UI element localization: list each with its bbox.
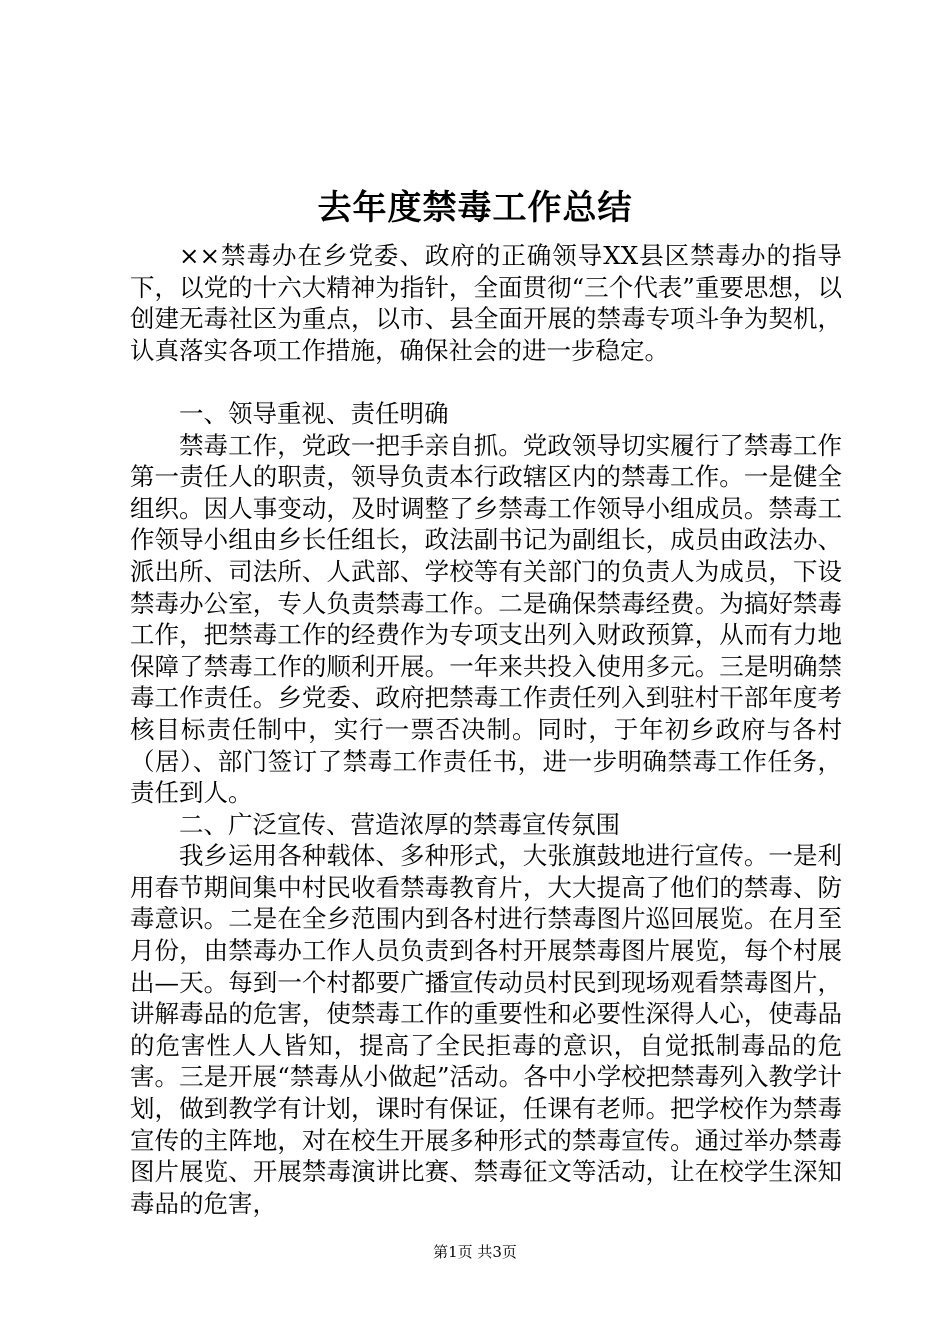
section-1-paragraph: 禁毒工作，党政一把手亲自抓。党政领导切实履行了禁毒工作第一责任人的职责，领导负责本行政辖区内的禁毒工作。一是健全组织。因人事变动，及时调整了乡禁毒工作领导小组成员。禁毒工作领导小组由乡长任组长，政法副书记为副组长，成员由政法办、派出所、司法所、人武部、学校等有关部门的负责人为成员，下设禁毒办公室，专人负责禁毒工作。二是确保禁毒经费。为搞好禁毒工作，把禁毒工作的经费作为专项支出列入财政预算，从而有力地保障了禁毒工作的顺利开展。一年来共投入使用多元。三是明确禁毒工作责任。乡党委、政府把禁毒工作责任列入到驻村干部年度考核目标责任制中，实行一票否决制。同时，于年初乡政府与各村（居）、部门签订了禁毒工作责任书，进一步明确禁毒工作任务，责任到人。 [130, 430, 842, 808]
page-footer: 第1页 共3页 [433, 1243, 517, 1261]
section-heading-2: 二、广泛宣传、营造浓厚的禁毒宣传氛围 [179, 809, 620, 839]
section-heading-1: 一、领导重视、责任明确 [179, 398, 449, 428]
section-2-paragraph: 我乡运用各种载体、多种形式，大张旗鼓地进行宣传。一是利用春节期间集中村民收看禁毒教育片，大大提高了他们的禁毒、防毒意识。二是在全乡范围内到各村进行禁毒图片巡回展览。在月至月份，由禁毒办工作人员负责到各村开展禁毒图片展览，每个村展出—天。每到一个村都要广播宣传动员村民到现场观看禁毒图片，讲解毒品的危害，使禁毒工作的重要性和必要性深得人心，使毒品的危害性人人皆知，提高了全民拒毒的意识，自觉抵制毒品的危害。三是开展“禁毒从小做起”活动。各中小学校把禁毒列入教学计划，做到教学有计划，课时有保证，任课有老师。把学校作为禁毒宣传的主阵地，对在校生开展多种形式的禁毒宣传。通过举办禁毒图片展览、开展禁毒演讲比赛、禁毒征文等活动，让在校学生深知毒品的危害， [130, 841, 842, 1218]
document-body [130, 240, 842, 1219]
intro-paragraph: ××禁毒办在乡党委、政府的正确领导XX县区禁毒办的指导下，以党的十六大精神为指针，全面贯彻“三个代表”重要思想，以创建无毒社区为重点，以市、县全面开展的禁毒专项斗争为契机，认真落实各项工作措施，确保社会的进一步稳定。 [130, 241, 842, 365]
document-title: 去年度禁毒工作总结 [317, 188, 633, 228]
paragraph-gap [130, 366, 842, 398]
